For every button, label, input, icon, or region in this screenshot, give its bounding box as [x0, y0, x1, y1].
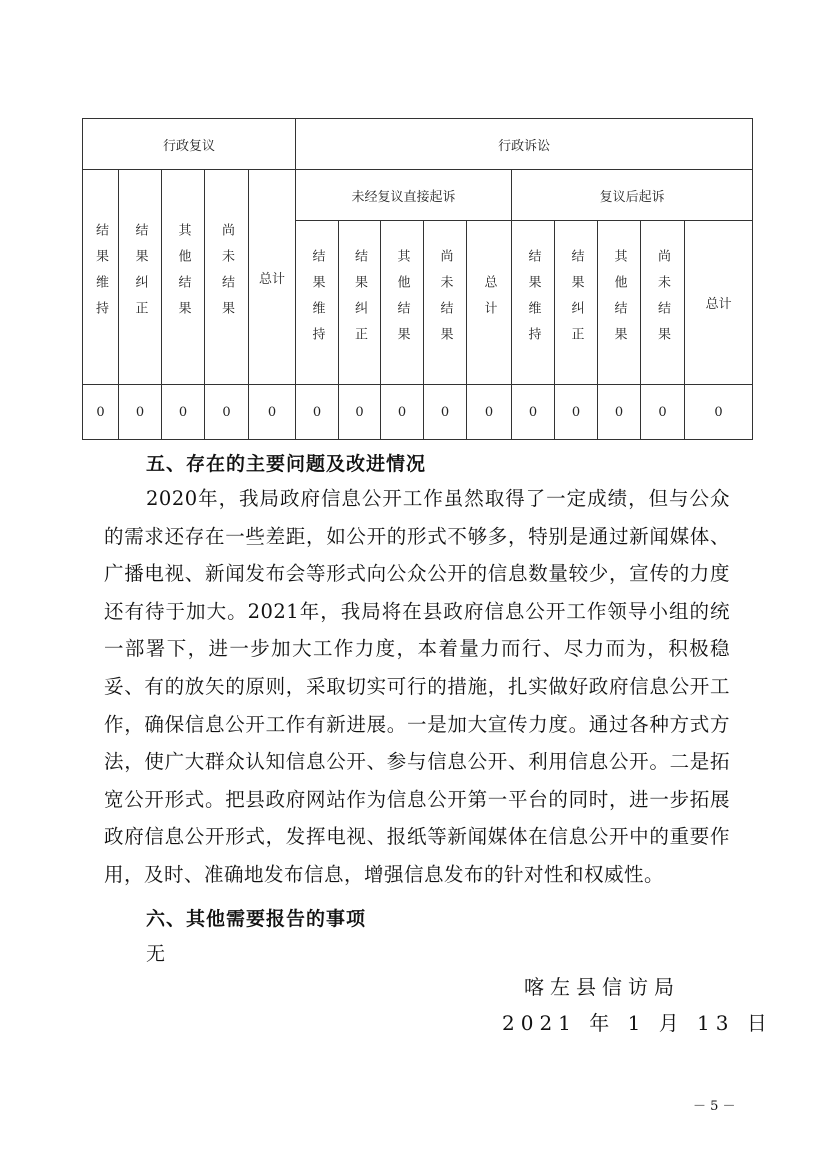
col-direct-corrected: 结果纠正: [339, 221, 381, 385]
table-cell: 0: [83, 385, 119, 440]
col-after-total: 总计: [685, 221, 753, 385]
table-cell: 0: [641, 385, 685, 440]
header-admin-review: 行政复议: [83, 119, 296, 170]
table-cell: 0: [685, 385, 753, 440]
table-cell: 0: [162, 385, 205, 440]
table-cell: 0: [249, 385, 296, 440]
signature-date: 2021 年 1 月 13 日: [502, 1011, 773, 1035]
table-cell: 0: [467, 385, 512, 440]
col-review-total: 总计: [249, 170, 296, 385]
table-cell: 0: [381, 385, 424, 440]
admin-review-litigation-table: [82, 118, 753, 440]
signature-org: 喀左县信访局: [524, 975, 680, 999]
col-after-corrected: 结果纠正: [555, 221, 598, 385]
col-direct-other: 其他结果: [381, 221, 424, 385]
section5-paragraph: 2020年，我局政府信息公开工作虽然取得了一定成绩，但与公众的需求还存在一些差距，如公开的形式不够多，特别是通过新闻媒体、广播电视、新闻发布会等形式向公众公开的信息数量较少，宣传的力度还有待于加大。2021年，我局将在县政府信息公开工作领导小组的统一部署下，进一步加大工作力度，本着量力而行、尽力而为，积极稳妥、有的放矢的原则，采取切实可行的措施，扎实做好政府信息公开工作，确保信息公开工作有新进展。一是加大宣传力度。通过各种方式方法，使广大群众认知信息公开、参与信息公开、利用信息公开。二是拓宽公开形式。把县政府网站作为信息公开第一平台的同时，进一步拓展政府信息公开形式，发挥电视、报纸等新闻媒体在信息公开中的重要作用，及时、准确地发布信息，增强信息发布的针对性和权威性。: [104, 487, 730, 886]
section6-content: 无: [146, 943, 166, 965]
page-number: － 5 －: [693, 1099, 736, 1114]
header-direct-suit: 未经复议直接起诉: [296, 170, 512, 221]
col-after-other: 其他结果: [598, 221, 641, 385]
col-after-maintained: 结果维持: [512, 221, 555, 385]
table-cell: 0: [119, 385, 162, 440]
col-direct-maintained: 结果维持: [296, 221, 339, 385]
col-review-pending: 尚未结果: [205, 170, 249, 385]
table-cell: 0: [555, 385, 598, 440]
col-review-maintained: 结果维持: [83, 170, 119, 385]
col-review-other: 其他结果: [162, 170, 205, 385]
section5-heading: 五、存在的主要问题及改进情况: [146, 453, 427, 475]
table-cell: 0: [512, 385, 555, 440]
col-after-pending: 尚未结果: [641, 221, 685, 385]
table-cell: 0: [296, 385, 339, 440]
col-direct-pending: 尚未结果: [424, 221, 467, 385]
section6-heading: 六、其他需要报告的事项: [146, 908, 367, 930]
col-review-corrected: 结果纠正: [119, 170, 162, 385]
col-direct-total: 总计: [467, 221, 512, 385]
header-admin-litigation: 行政诉讼: [296, 119, 753, 170]
table-cell: 0: [598, 385, 641, 440]
table-cell: 0: [339, 385, 381, 440]
table-cell: 0: [205, 385, 249, 440]
table-cell: 0: [424, 385, 467, 440]
header-suit-after-review: 复议后起诉: [512, 170, 753, 221]
table-row: [83, 385, 753, 440]
